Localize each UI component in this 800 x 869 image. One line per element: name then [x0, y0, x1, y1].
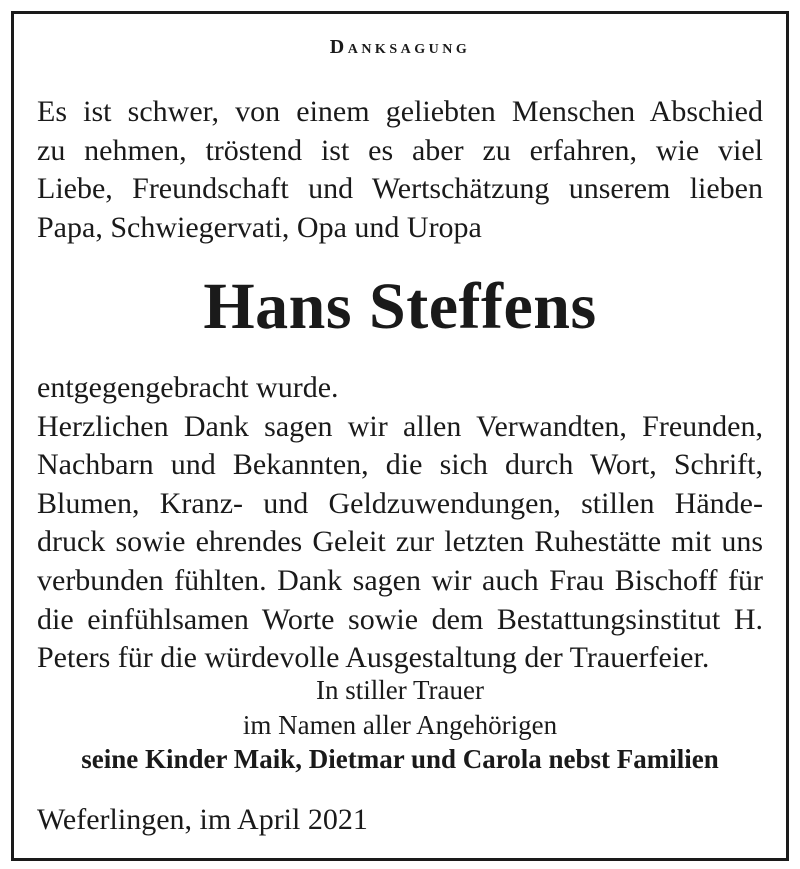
place-date: Weferlingen, im April 2021	[37, 803, 368, 836]
intro-line: Papa, Schwiegervati, Opa und Uropa	[37, 210, 482, 244]
intro-paragraph	[37, 93, 763, 247]
signers-line: seine Kinder Maik, Dietmar und Carola nebst Familien	[81, 744, 719, 774]
body-line: verbunden fühlten. Dank sagen wir auch Frau Bischoff für	[37, 563, 763, 597]
body-line: Peters für die würdevolle Ausgestaltung der Trauerfeier.	[37, 641, 710, 675]
notice-frame	[11, 11, 789, 861]
intro-line: zu nehmen, tröstend ist es aber zu erfahren, wie viel	[37, 133, 763, 167]
body-line: Nachbarn und Bekannten, die sich durch Wort, Schrift,	[37, 448, 763, 482]
intro-line: Liebe, Freundschaft und Wertschätzung unserem lieben	[37, 172, 763, 206]
body-line: Blumen, Kranz- und Geldzuwendungen, stillen Hände-	[37, 486, 763, 520]
notice-heading: Danksagung	[329, 36, 471, 58]
body-paragraph	[37, 369, 763, 678]
relatives-line: im Namen aller Angehörigen	[242, 710, 558, 740]
deceased-name: Hans Steffens	[203, 270, 597, 343]
mourning-line: In stiller Trauer	[316, 675, 484, 705]
body-line: entgegengebracht wurde.	[37, 371, 339, 404]
intro-line: Es ist schwer, von einem geliebten Menschen Abschied	[37, 95, 763, 128]
body-line: die einfühlsamen Worte sowie dem Bestattungsinstitut H.	[37, 602, 763, 636]
body-line: druck sowie ehrendes Geleit zur letzten Ruhestätte mit uns	[37, 525, 763, 559]
body-line: Herzlichen Dank sagen wir allen Verwandten, Freunden,	[37, 409, 763, 443]
